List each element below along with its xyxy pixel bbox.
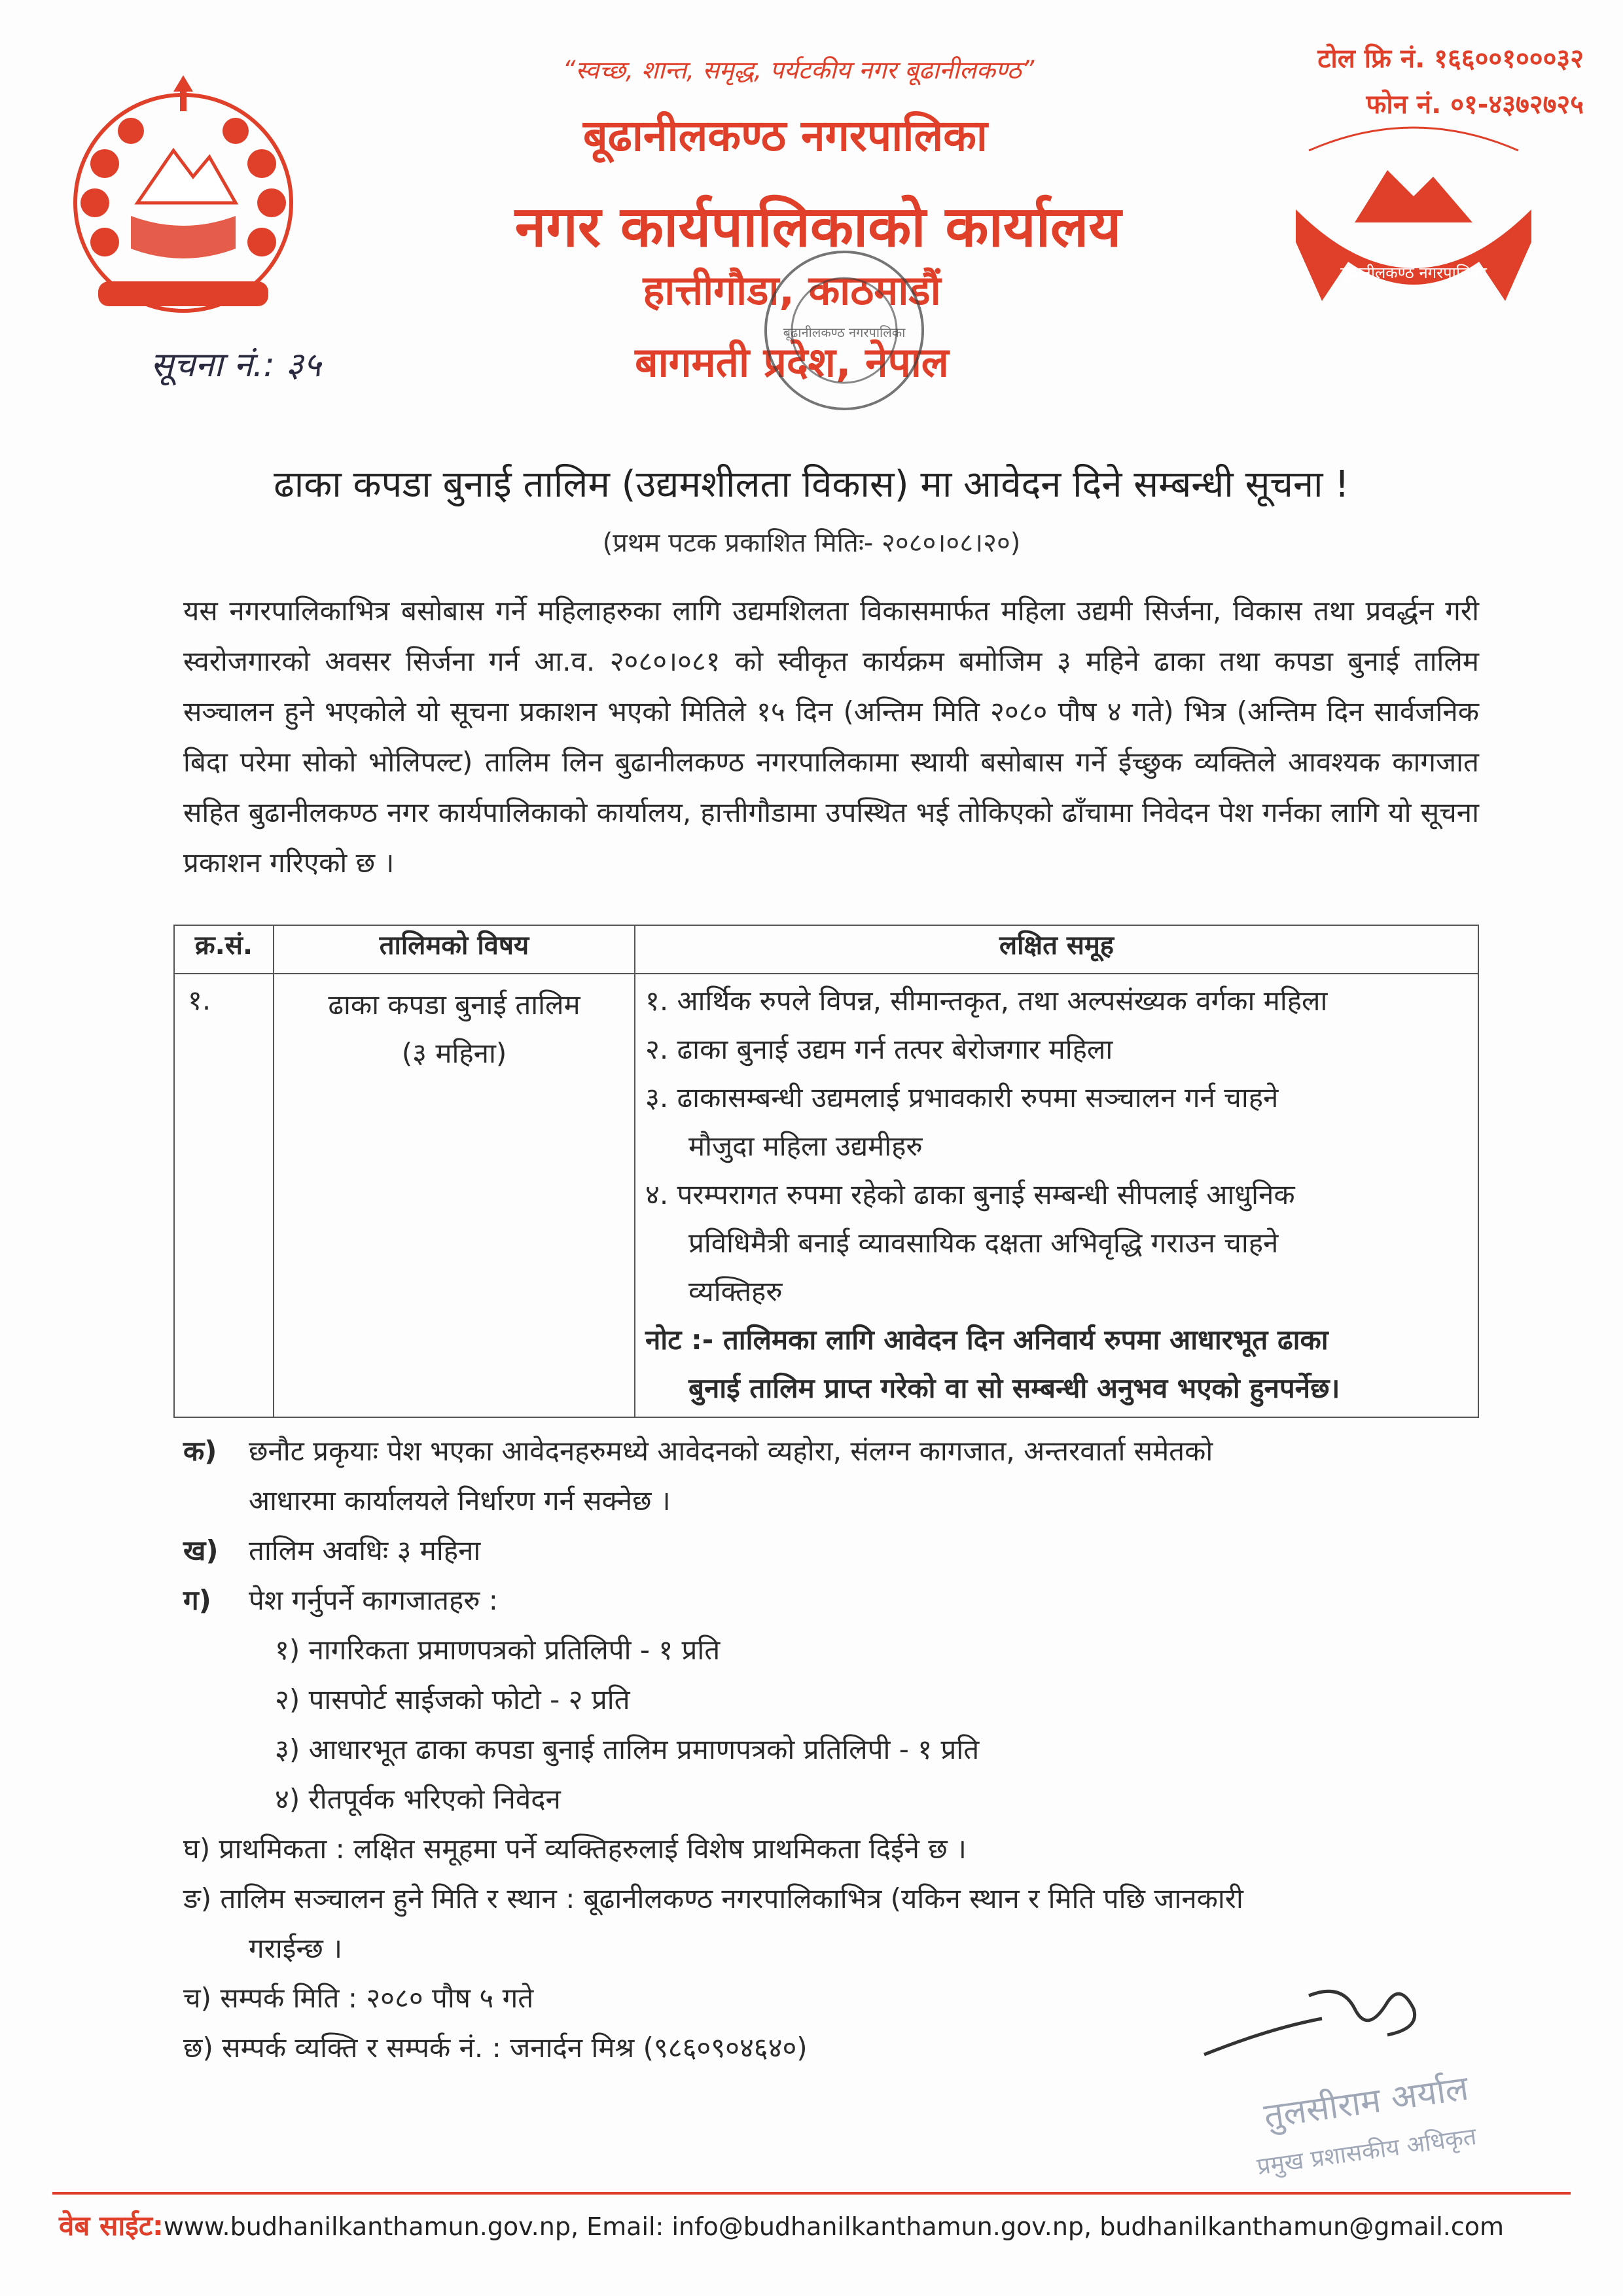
section-contact-date: च) सम्पर्क मिति : २०८० पौष ५ गते — [183, 1982, 534, 2014]
section-date-place: ङ) तालिम सञ्चालन हुने मिति र स्थान : बूढानीलकण्ठ नगरपालिकाभित्र (यकिन स्थान र मिति पछि जानकारी — [183, 1882, 1243, 1915]
section-selection-process-cont: आधारमा कार्यालयले निर्धारण गर्न सक्नेछ । — [249, 1485, 671, 1517]
target-group-item: प्रविधिमैत्री बनाई व्यावसायिक दक्षता अभिवृद्धि गराउन चाहने — [688, 1227, 1279, 1259]
signatory-name: तुलसीराम अर्याल — [1261, 2068, 1471, 2136]
toll-free-number: टोल फ्रि नं. १६६००१०००३२ — [1317, 44, 1584, 74]
section-contact-person: छ) सम्पर्क व्यक्ति र सम्पर्क नं. : जनार्दन मिश्र (९८६०९०४६४०) — [183, 2032, 808, 2064]
handwritten-signature — [1204, 1991, 1415, 2055]
target-group-item: ४. परम्परागत रुपमा रहेको ढाका बुनाई सम्बन्धी सीपलाई आधुनिक — [645, 1178, 1295, 1210]
column-header-sn: क्र.सं. — [174, 925, 274, 974]
signatory-designation: प्रमुख प्रशासकीय अधिकृत — [1255, 2123, 1478, 2181]
section-label: ख) — [183, 1534, 219, 1566]
row-target-groups — [635, 974, 1478, 1417]
section-required-documents: ग) पेश गर्नुपर्ने कागजातहरु : — [183, 1576, 1492, 1625]
section-label: ग) — [183, 1584, 211, 1616]
table-note-cont: बुनाई तालिम प्राप्त गरेको वा सो सम्बन्धी अनुभव भएको हुनपर्नेछ। — [688, 1372, 1340, 1404]
footer — [59, 2206, 1577, 2244]
intro-paragraph: यस नगरपालिकाभित्र बसोबास गर्ने महिलाहरुका लागि उद्यमशिलता विकासमार्फत महिला उद्यमी सिर्जना, विकास तथा प्रवर्द्धन गरी स्वरोजगारको अवसर सिर्जना गर्न आ.व. २०८०।०८१ को स्वीकृत कार्यक्रम बमोजिम ३ महिने ढाका तथा कपडा बुनाई तालिम सञ्चालन हुने भएकोले यो सूचना प्रकाशन भएको मितिले १५ दिन (अन्तिम मिति २०८० पौष ४ गते) भित्र (अन्तिम दिन सार्वजनिक बिदा परेमा सोको भोलिपल्ट) तालिम लिन बुढानीलकण्ठ नगरपालिकामा स्थायी बसोबास गर्ने ईच्छुक व्यक्तिले आवश्यक कागजात सहित बुढानीलकण्ठ नगर कार्यपालिकाको कार्यालय, हात्तीगौडामा उपस्थित भई तोकिएको ढाँचामा निवेदन पेश गर्नका लागि यो सूचना प्रकाशन गरिएको छ । — [183, 595, 1479, 879]
footer-divider — [52, 2192, 1571, 2195]
table-row — [174, 974, 1478, 1417]
location-city: हात्तीगौडा, काठमाडौं — [643, 266, 941, 314]
office-name: नगर कार्यपालिकाको कार्यालय — [514, 194, 1122, 260]
document-item: १) नागरिकता प्रमाणपत्रको प्रतिलिपी - १ प्रति — [275, 1634, 721, 1666]
footer-label: वेब साईट: — [59, 2210, 164, 2242]
nepal-emblem-icon — [59, 72, 308, 327]
section-priority: घ) प्राथमिकता : लक्षित समूहमा पर्ने व्यक्तिहरुलाई विशेष प्राथमिकता दिईने छ । — [183, 1833, 967, 1865]
municipality-logo-icon — [1283, 111, 1544, 314]
notice-number: सूचना नं.: ३५ — [151, 345, 321, 385]
logo-text: बूढानीलकण्ठ नगरपालिका — [1340, 264, 1488, 282]
row-duration: (३ महिना) — [401, 1037, 507, 1069]
document-item: २) पासपोर्ट साईजको फोटो - २ प्रति — [275, 1684, 630, 1716]
row-subject: ढाका कपडा बुनाई तालिम — [328, 989, 580, 1021]
motto: “स्वच्छ, शान्त, समृद्ध, पर्यटकीय नगर बूढानीलकण्ठ” — [562, 56, 1035, 84]
published-date: (प्रथम पटक प्रकाशित मितिः- २०८०।०८।२०) — [602, 528, 1021, 558]
footer-contact: www.budhanilkanthamun.gov.np, Email: info@budhanilkanthamun.gov.np, budhanilkanthamun@gmail.com — [163, 2212, 1505, 2241]
document-item: ४) रीतपूर्वक भरिएको निवेदन — [275, 1783, 561, 1815]
target-group-item: १. आर्थिक रुपले विपन्न, सीमान्तकृत, तथा अल्पसंख्यक वर्गका महिला — [645, 985, 1328, 1017]
training-table — [173, 925, 1479, 1418]
row-subject-cell — [274, 974, 635, 1417]
municipality-name: बूढानीलकण्ठ नगरपालिका — [582, 111, 988, 161]
phone-number: फोन नं. ०१-४३७२७२५ — [1366, 90, 1584, 120]
location-province: बागमती प्रदेश, नेपाल — [635, 338, 949, 386]
target-group-item: २. ढाका बुनाई उद्यम गर्न तत्पर बेरोजगार महिला — [645, 1033, 1113, 1065]
section-training-duration: ख) तालिम अवधिः ३ महिना — [183, 1526, 1492, 1576]
target-group-item: मौजुदा महिला उद्यमीहरु — [688, 1130, 923, 1162]
column-header-target-group: लक्षित समूह — [635, 925, 1478, 974]
section-date-place-cont: गराईन्छ । — [249, 1932, 343, 1964]
section-selection-process: क) छनौट प्रकृयाः पेश भएका आवेदनहरुमध्ये आवेदनको व्यहोरा, संलग्न कागजात, अन्तरवार्ता समेतको — [183, 1426, 1492, 1476]
office-stamp — [759, 242, 929, 419]
notice-title: ढाका कपडा बुनाई तालिम (उद्यमशीलता विकास) मा आवेदन दिने सम्बन्धी सूचना ! — [274, 463, 1349, 506]
table-header-row — [174, 925, 1478, 974]
table-note: नोट :- तालिमका लागि आवेदन दिन अनिवार्य रुपमा आधारभूत ढाका — [645, 1324, 1329, 1356]
target-group-item: ३. ढाकासम्बन्धी उद्यमलाई प्रभावकारी रुपमा सञ्चालन गर्न चाहने — [645, 1082, 1279, 1114]
target-group-item: व्यक्तिहरु — [688, 1275, 783, 1307]
column-header-subject: तालिमको विषय — [274, 925, 635, 974]
document-item: ३) आधारभूत ढाका कपडा बुनाई तालिम प्रमाणपत्रको प्रतिलिपी - १ प्रति — [275, 1733, 980, 1765]
signature-block — [1191, 1956, 1531, 2205]
row-sn: १. — [174, 974, 274, 1417]
stamp-text: बूढानीलकण्ठ नगरपालिका — [783, 325, 906, 340]
section-label: क) — [183, 1435, 217, 1467]
